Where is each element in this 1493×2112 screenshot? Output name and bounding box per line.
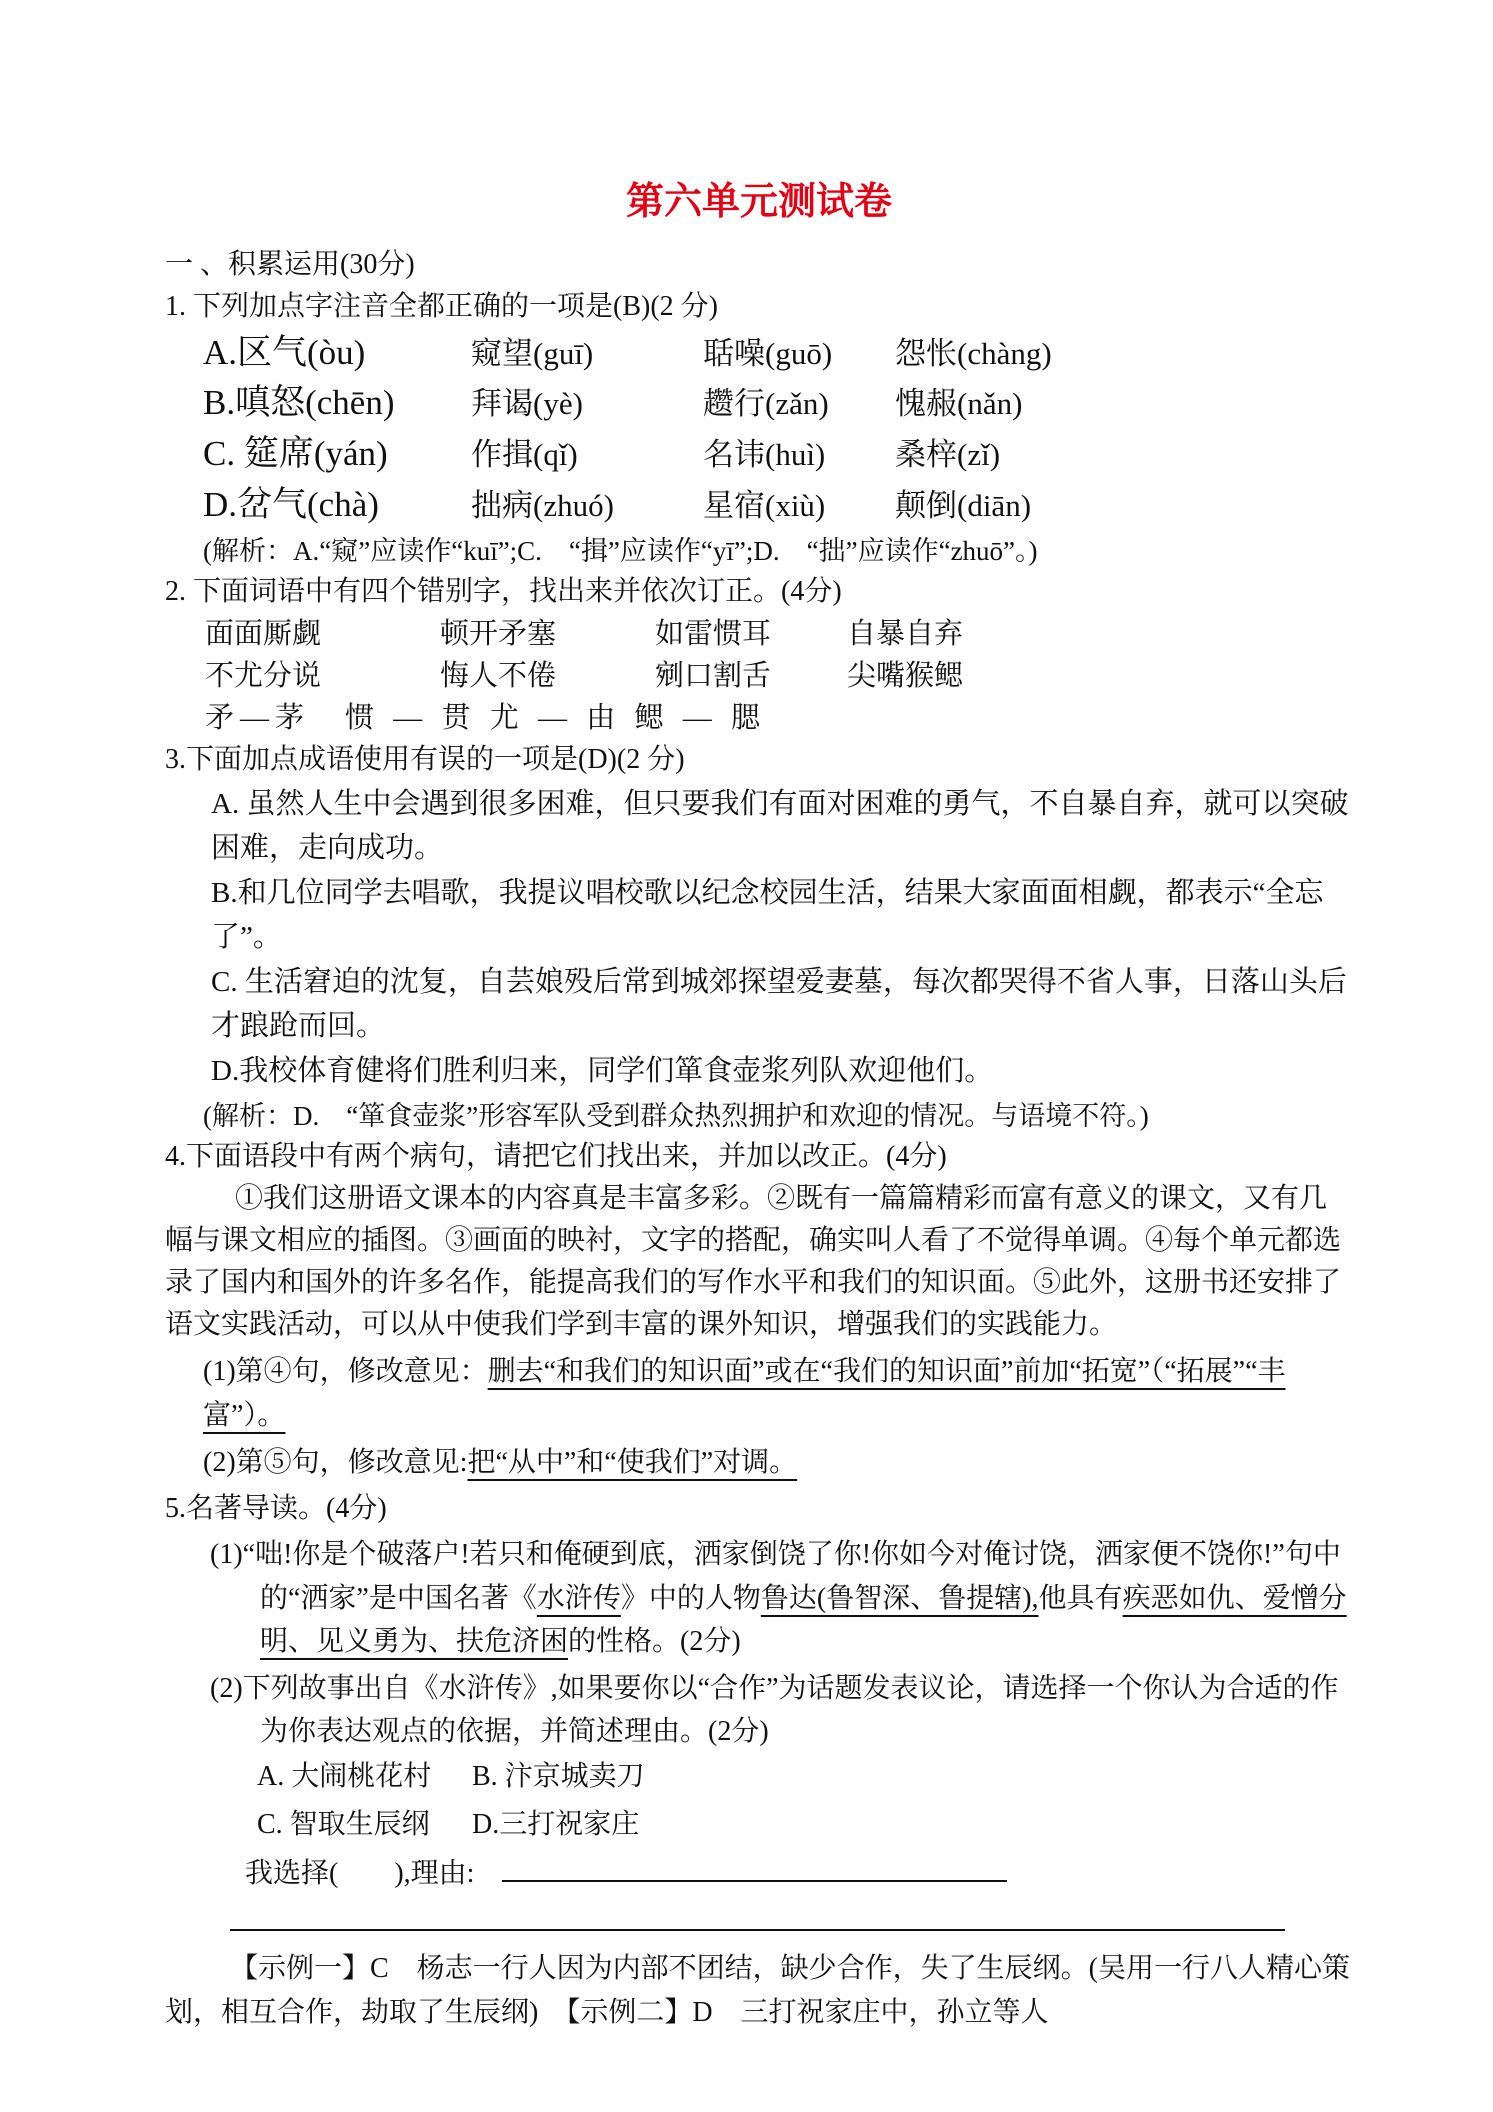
q2-word: 自暴自弃 [847,618,964,651]
q3-option-text: 虽然人生中会遇到很多困难，但只要我们有面对困难的勇气，不自暴自弃，就可以突破困难，走向成功。 [211,788,1349,864]
q1-row-a [203,328,1353,379]
q4-fix1-answer: 删去“和我们的知识面”或在“我们的知识面”前加“拓宽”（“拓展”“丰富”）。 [203,1356,1286,1431]
q5-option-c: C. 智取生辰纲 [257,1809,430,1841]
q1-row-d [203,480,1353,531]
q3-option-text: 生活窘迫的沈复，自芸娘殁后常到城郊探望爱妻墓，每次都哭得不省人事，日落山头后才踉跄而回。 [211,966,1347,1042]
q2-word: 悔人不倦 [440,660,557,693]
q4-fix-1 [165,1350,1353,1437]
q4-stem: 4.下面语段中有两个病句，请把它们找出来，并加以改正。(4分) [165,1141,947,1173]
separator-line [230,1929,1285,1931]
q3-option-b [165,872,1353,959]
q5-part1-answer-book: 水浒传 [536,1582,621,1614]
q3-option-label: D. [211,1055,240,1088]
q1-cell: C. 筵席(yán) [203,434,388,474]
q3-analysis: (解析：D. “箪食壶浆”形容军队受到群众热烈拥护和欢迎的情况。与语境不符。) [203,1100,1149,1131]
q2-word-table [205,613,1353,697]
q2-word: 尖嘴猴鳃 [847,660,964,693]
q4-fix2-label: (2)第⑤句，修改意见: [203,1447,468,1479]
q1-cell: B.嗔怒(chēn) [203,383,395,423]
q3-option-d [165,1050,1353,1094]
q1-cell: 窥望(guī) [471,335,594,371]
q2-word: 剜口割舌 [655,660,772,693]
q4-fix-2 [165,1441,1353,1484]
q4-fix2-answer: 把“从中”和“使我们”对调。 [467,1447,798,1479]
q4-paragraph: ①我们这册语文课本的内容真是丰富多彩。②既有一篇篇精彩而富有意义的课文，又有几幅与课文相应的插图。③画面的映衬，文字的搭配，确实叫人看了不觉得单调。④每个单元都选录了国内和国外的许多名作，能提高我们的写作水平和我们的知识面。⑤此外，这册书还安排了语文实践活动，可以从中使我们学到丰富的课外知识，增强我们的实践能力。 [165,1183,1342,1341]
q5-part1-label: (1) [210,1539,243,1571]
q5-part1-answer-character: 鲁达(鲁智深、鲁提辖), [760,1582,1039,1614]
section-heading: 一 、积累运用(30分) [165,248,415,280]
q1-row-b [203,378,1353,429]
q1-row-c [203,429,1353,480]
q2-row-1 [205,613,1353,655]
q3-option-label: C. [211,966,245,999]
q1-analysis: (解析：A.“窥”应读作“kuī”;C. “揖”应读作“yī”;D. “拙”应读作“zhuō”。) [203,535,1038,566]
q5-option-b: B. 汴京城卖刀 [472,1761,645,1793]
q1-cell: 星宿(xiù) [703,487,826,523]
q2-corrections: 矛—茅 惯 — 贯 尤 — 由 鳃 — 腮 [205,702,767,735]
q5-part1-answer-traits: 疾恶如仇、爱憎分明、见义勇为、扶危济困 [260,1582,1347,1658]
q5-part1 [165,1533,1353,1663]
q5-part1-text: 》中的人物 [620,1582,761,1614]
q2-word: 不尤分说 [205,660,322,693]
q2-word: 面面厮觑 [205,618,322,651]
q1-cell: 名讳(huì) [703,437,826,473]
q4-fix1-label: (1)第④句，修改意见： [203,1356,488,1388]
q1-cell: 拜谒(yè) [471,386,583,422]
q5-part1-text: 的性格。(2分) [568,1626,741,1658]
q1-option-table [203,328,1353,531]
q5-part1-text: “咄!你是个破落户!若只和俺硬到底，洒家倒饶了你!你如今对俺讨饶，洒家便不饶你!”句中的“洒家”是中国名著《 [242,1539,1341,1614]
q1-cell: 趱行(zǎn) [703,386,829,422]
q3-option-label: A. [211,788,247,821]
q5-choice-label: 我选择( ),理由: [245,1858,475,1890]
q5-part2-label: (2) [210,1672,243,1704]
q1-cell: 拙病(zhuó) [471,487,614,523]
q1-cell: 作揖(qǐ) [471,437,578,473]
q2-word: 如雷惯耳 [655,618,772,651]
answer-blank-line [502,1852,1007,1882]
q5-part2-text: 下列故事出自《水浒传》,如果要你以“合作”为话题发表议论，请选择一个你认为合适的作为你表达观点的依据，并简述理由。(2分) [242,1672,1339,1747]
q5-part2 [165,1667,1353,1754]
q3-option-label: B. [211,877,238,910]
q1-stem: 1. 下列加点字注音全都正确的一项是(B)(2 分) [165,290,718,322]
q3-option-text: 我校体育健将们胜利归来，同学们箪食壶浆列队欢迎他们。 [239,1055,994,1088]
q5-option-d: D.三打祝家庄 [472,1809,640,1841]
q3-stem: 3.下面加点成语使用有误的一项是(D)(2 分) [165,744,685,776]
q3-option-text: 和几位同学去唱歌，我提议唱校歌以纪念校园生活，结果大家面面相觑，都表示“全忘了”。 [211,877,1324,953]
q1-cell: 愧赧(nǎn) [895,386,1023,422]
q2-word: 顿开矛塞 [440,618,557,651]
q5-choice-line [245,1852,1353,1895]
q1-cell: 桑梓(zǐ) [895,437,1001,473]
q5-stem: 5.名著导读。(4分) [165,1493,387,1525]
q1-cell: 聒噪(guō) [703,335,833,371]
q1-cell: D.岔气(chà) [203,484,379,524]
q5-story-options [257,1756,777,1846]
q3-option-c [165,961,1353,1048]
q3-option-a [165,783,1353,870]
q1-cell: 颠倒(diān) [895,487,1032,523]
q5-part1-text: 他具有 [1038,1582,1123,1614]
q5-examples: 【示例一】C 杨志一行人因为内部不团结，缺少合作，失了生辰纲。(吴用一行八人精心策划，相互合作，劫取了生辰纲) 【示例二】D 三打祝家庄中，孙立等人 [165,1953,1351,2028]
q1-cell: A.区气(òu) [203,332,366,372]
q2-row-2 [205,655,1353,697]
q1-cell: 怨怅(chàng) [895,335,1052,371]
page-title: 第六单元测试卷 [625,181,892,223]
q2-stem: 2. 下面词语中有四个错别字，找出来并依次订正。(4分) [165,576,842,608]
q5-option-a: A. 大闹桃花村 [257,1761,432,1793]
